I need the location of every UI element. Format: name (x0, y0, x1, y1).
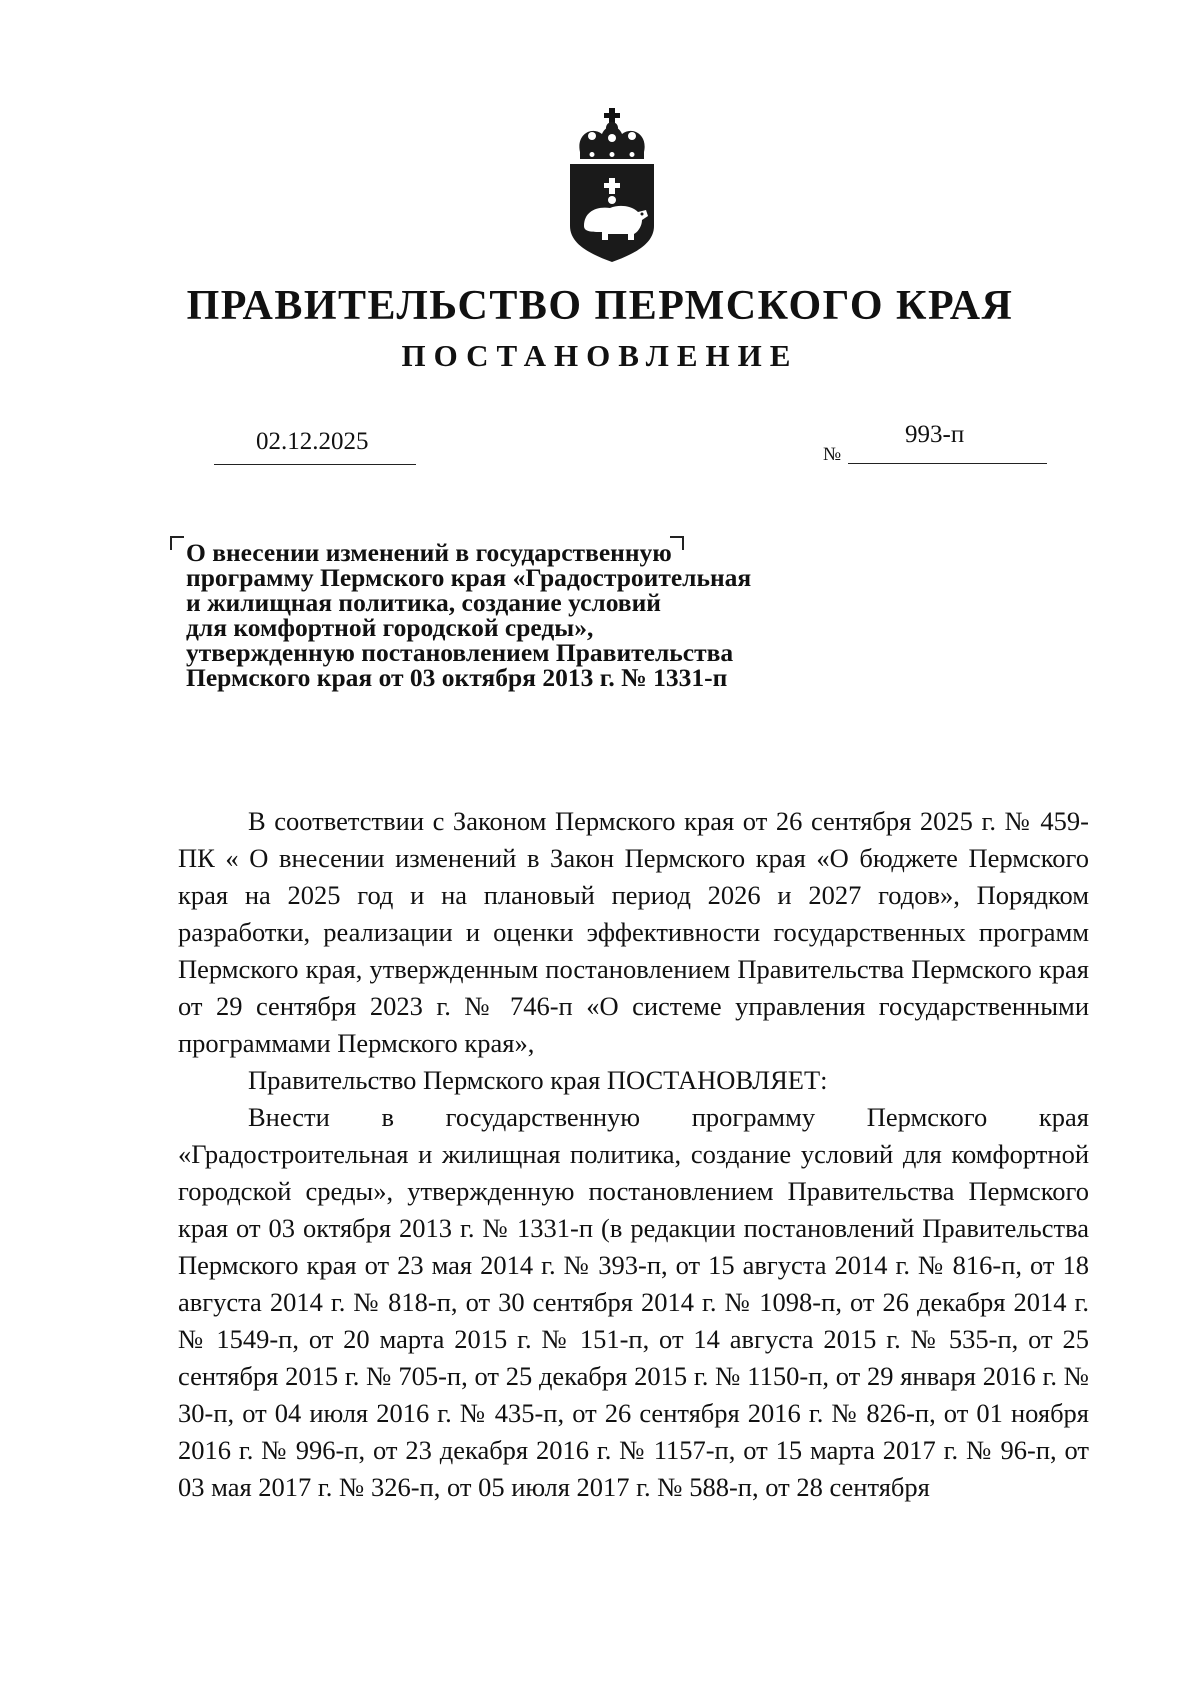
document-type-title: ПОСТАНОВЛЕНИЕ (401, 338, 799, 373)
body-paragraph-resolution: Правительство Пермского края ПОСТАНОВЛЯЕТ: (248, 1065, 828, 1095)
document-number-field (823, 420, 1047, 464)
subject-line: О внесении изменений в государственную (186, 538, 672, 567)
government-title: ПРАВИТЕЛЬСТВО ПЕРМСКОГО КРАЯ (186, 283, 1014, 329)
document-body (178, 803, 1089, 1506)
body-paragraph-preamble: В соответствии с Законом Пермского края от 26 сентября 2025 г. № 459-ПК « О внесении изменений в Закон Пермского края «О бюджете Пермского края на 2025 год и на плановый период 2026 и 2027 годов», Порядком разработки, реализации и оценки эффективности государственных программ Пермского края, утвержденным постановлением Правительства Пермского края от 29 сентября 2023 г. № 746-п «О системе управления государственными программами Пермского края», (178, 806, 1089, 1058)
document-number: 993-п (905, 421, 965, 448)
number-underline (848, 463, 1047, 464)
subject-line: программу Пермского края «Градостроительная (186, 563, 752, 592)
subject-line: и жилищная политика, создание условий (186, 588, 661, 617)
number-sign: № (823, 444, 842, 465)
document-date-field (214, 424, 416, 465)
body-paragraph-amendment: Внести в государственную программу Пермского края «Градостроительная и жилищная политика, создание условий для комфортной городской среды», утвержденную постановлением Правительства Пермского края от 03 октября 2013 г. № 1331-п (в редакции постановлений Правительства Пермского края от 23 мая 2014 г. № 393-п, от 15 августа 2014 г. № 816-п, от 18 августа 2014 г. № 818-п, от 30 сентября 2014 г. № 1098-п, от 26 декабря 2014 г. № 1549-п, от 20 марта 2015 г. № 151-п, от 14 августа 2015 г. № 535-п, от 25 сентября 2015 г. № 705-п, от 25 декабря 2015 г. № 1150-п, от 29 января 2016 г. № 30-п, от 04 июля 2016 г. № 435-п, от 26 сентября 2016 г. № 826-п, от 01 ноября 2016 г. № 996-п, от 23 декабря 2016 г. № 1157-п, от 15 марта 2017 г. № 96-п, от 03 мая 2017 г. № 326-п, от 05 июля 2017 г. № 588-п, от 28 сентября (178, 1102, 1089, 1502)
document-date: 02.12.2025 (256, 428, 369, 455)
subject-line: утвержденную постановлением Правительства (186, 638, 734, 667)
subject-corner-left (170, 536, 184, 550)
document-subject (186, 540, 846, 690)
subject-line: для комфортной городской среды», (186, 613, 594, 642)
subject-line: Пермского края от 03 октября 2013 г. № 1331-п (186, 663, 728, 692)
perm-krai-coat-of-arms-icon (562, 108, 662, 264)
